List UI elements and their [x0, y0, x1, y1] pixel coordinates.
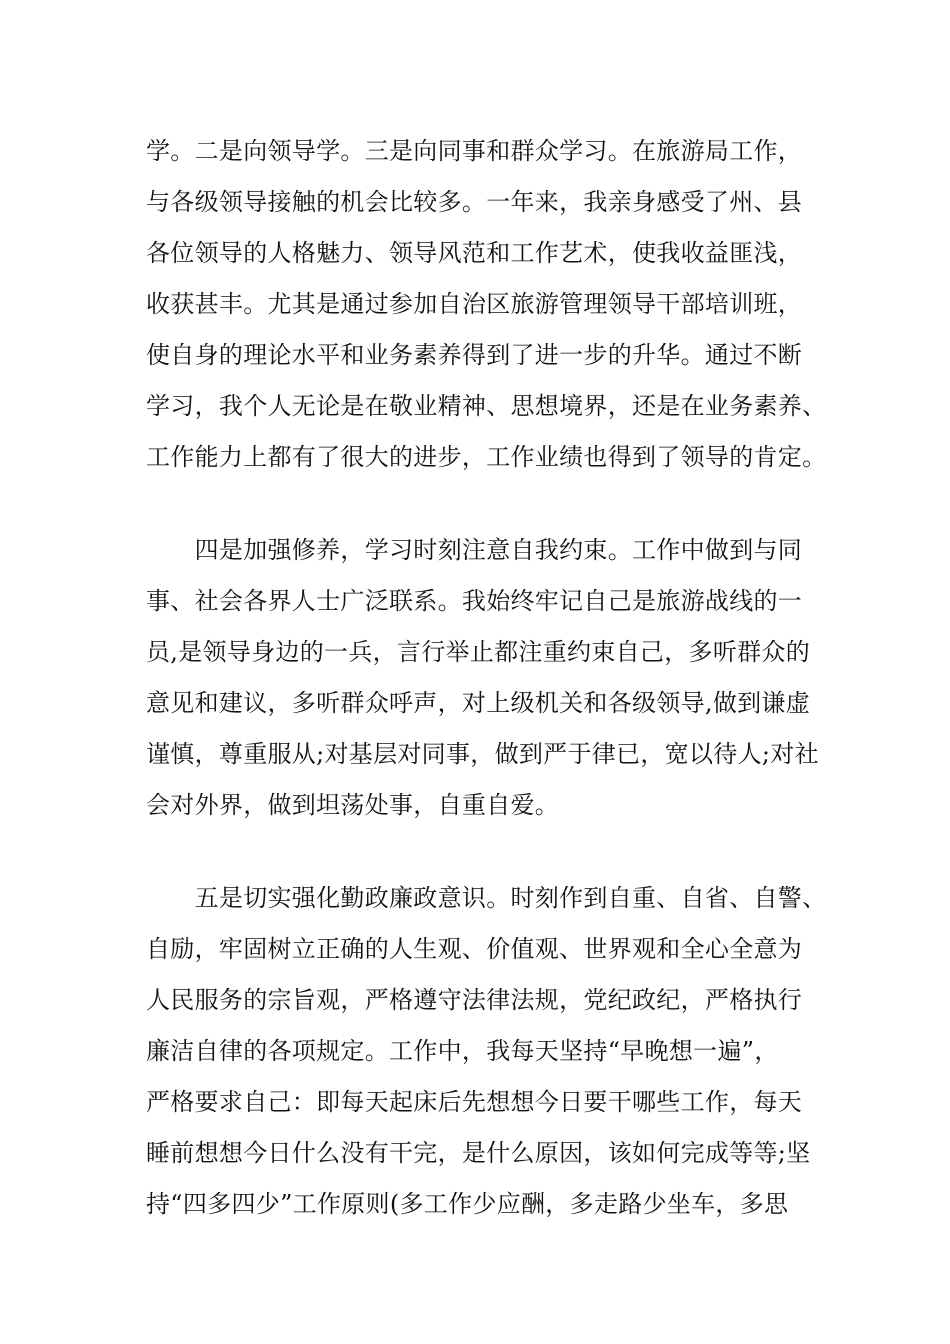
paragraph-2: [146, 525, 826, 831]
paragraph-1: [146, 126, 826, 483]
text-line: 员,是领导身边的一兵，言行举止都注重约束自己，多听群众的: [146, 638, 811, 666]
text-line: 意见和建议，多听群众呼声，对上级机关和各级领导,做到谦虚: [146, 689, 811, 717]
text-line: 廉洁自律的各项规定。工作中，我每天坚持“早晚想一遍”，: [146, 1037, 779, 1065]
text-line: 与各级领导接触的机会比较多。一年来，我亲身感受了州、县: [146, 188, 803, 216]
text-line: 事、社会各界人士广泛联系。我始终牢记自己是旅游战线的一: [146, 587, 803, 615]
text-line: 学习，我个人无论是在敬业精神、思想境界，还是在业务素养、: [146, 392, 827, 420]
text-line: 四是加强修养，学习时刻注意自我约束。工作中做到与同: [146, 536, 803, 564]
text-line: 各位领导的人格魅力、领导风范和工作艺术，使我收益匪浅，: [146, 239, 803, 267]
text-line: 工作能力上都有了很大的进步，工作业绩也得到了领导的肯定。: [146, 443, 827, 471]
text-line: 睡前想想今日什么没有干完，是什么原因，该如何完成等等;坚: [146, 1139, 811, 1167]
text-line: 收获甚丰。尤其是通过参加自治区旅游管理领导干部培训班，: [146, 290, 803, 318]
text-line: 严格要求自己：即每天起床后先想想今日要干哪些工作，每天: [146, 1088, 803, 1116]
text-line: 学。二是向领导学。三是向同事和群众学习。在旅游局工作，: [146, 137, 803, 165]
paragraph-3: [146, 873, 826, 1230]
text-line: 自励，牢固树立正确的人生观、价值观、世界观和全心全意为: [146, 935, 803, 963]
text-line: 人民服务的宗旨观，严格遵守法律法规，党纪政纪，严格执行: [146, 986, 803, 1014]
text-line: 会对外界，做到坦荡处事，自重自爱。: [146, 791, 560, 819]
text-line: 使自身的理论水平和业务素养得到了进一步的升华。通过不断: [146, 341, 803, 369]
text-line: 五是切实强化勤政廉政意识。时刻作到自重、自省、自警、: [146, 884, 827, 912]
text-line: 持“四多四少”工作原则(多工作少应酬，多走路少坐车，多思: [146, 1190, 789, 1218]
text-line: 谨慎，尊重服从;对基层对同事，做到严于律已，宽以待人;对社: [146, 740, 819, 768]
